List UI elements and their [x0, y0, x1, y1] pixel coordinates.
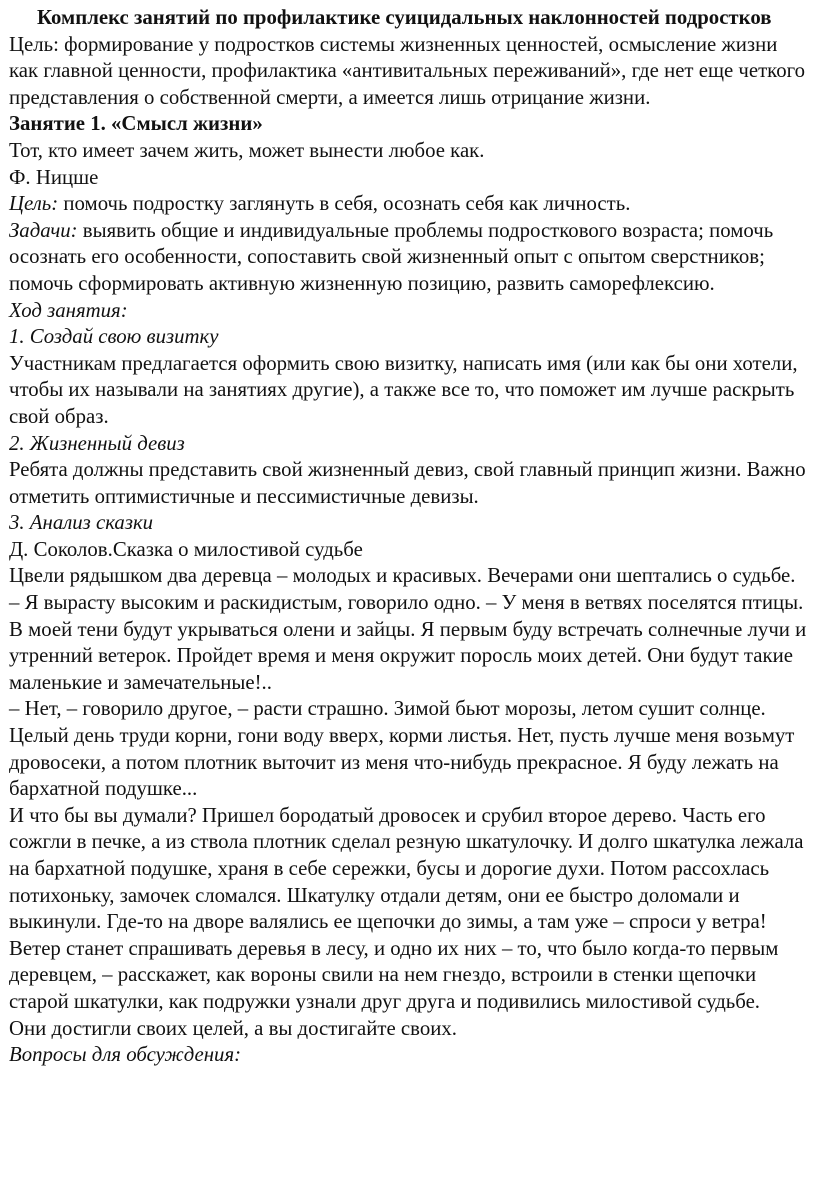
lesson-goal-label: Цель: [9, 192, 59, 216]
lesson-tasks-text: выявить общие и индивидуальные проблемы подросткового возраста; помочь осознать его особенности, сопоставить свой жизненный опыт с опытом сверстников; помочь сформировать активную жизненную позицию, развить саморефлексию. [9, 218, 774, 295]
lesson-goal-text: помочь подростку заглянуть в себя, осознать себя как личность. [58, 192, 631, 216]
epigraph-author: Ф. Ницше [9, 165, 99, 189]
document-title: Комплекс занятий по профилактике суицидальных наклонностей подростков [37, 6, 772, 29]
step1-text: Участникам предлагается оформить свою визитку, написать имя (или как бы они хотели, чтобы их называли на занятиях другие), а также все то, что поможет им лучше раскрыть свой образ. [9, 351, 798, 428]
questions-label: Вопросы для обсуждения: [9, 1043, 242, 1067]
tale-source: Д. Соколов.Сказка о милостивой судьбе [9, 537, 363, 561]
lesson-heading: Занятие 1. «Смысл жизни» [9, 112, 263, 136]
goal-paragraph: Цель: формирование у подростков системы жизненных ценностей, осмысление жизни как главной ценности, профилактика «антивитальных переживаний», где нет еще четкого представления о собственной смерти, а имеется лишь отрицание жизни. [9, 32, 806, 109]
course-label: Ход занятия: [9, 298, 128, 322]
tale-paragraph: Они достигли своих целей, а вы достигайте своих. [9, 1016, 457, 1040]
epigraph: Тот, кто имеет зачем жить, может вынести любое как. [9, 138, 485, 162]
step2-title: 2. Жизненный девиз [9, 431, 185, 455]
tale-paragraph: Цвели рядышком два деревца – молодых и красивых. Вечерами они шептались о судьбе. [9, 564, 796, 588]
tale-paragraph: – Я вырасту высоким и раскидистым, говорило одно. – У меня в ветвях поселятся птицы. В моей тени будут укрываться олени и зайцы. Я первым буду встречать солнечные лучи и утренний ветерок. Пройдет время и меня окружит поросль моих детей. Они будут такие маленькие и замечательные!.. [9, 591, 807, 694]
lesson-tasks-label: Задачи: [9, 218, 78, 242]
step1-title: 1. Создай свою визитку [9, 325, 219, 349]
step2-text: Ребята должны представить свой жизненный девиз, свой главный принцип жизни. Важно отметить оптимистичные и пессимистичные девизы. [9, 458, 806, 508]
lesson-goal [9, 191, 809, 218]
lesson-tasks [9, 218, 809, 298]
step3-title: 3. Анализ сказки [9, 511, 154, 535]
tale-paragraph: – Нет, – говорило другое, – расти страшно. Зимой бьют морозы, летом сушит солнце. Целый день труди корни, гони воду вверх, корми листья. Нет, пусть лучше меня возьмут дровосеки, а потом плотник выточит из меня что-нибудь прекрасное. Я буду лежать на бархатной подушке... [9, 697, 795, 801]
tale-paragraph: И что бы вы думали? Пришел бородатый дровосек и срубил второе дерево. Часть его сожгли в печке, а из ствола плотник сделал резную шкатулочку. И долго шкатулка лежала на бархатной подушке, храня в себе сережки, бусы и дорогие духи. Потом рассохлась потихоньку, замочек сломался. Шкатулку отдали детям, они ее быстро доломали и выкинули. Где-то на дворе валялись ее щепочки до зимы, а там уже – спроси у ветра! Ветер станет спрашивать деревья в лесу, и одно их них – то, что было когда-то первым деревцем, – расскажет, как вороны свили на нем гнездо, встроили в стенки щепочки старой шкатулки, как подружки узнали друг друга и подивились милостивой судьбе. [9, 803, 804, 1013]
document-page [9, 0, 809, 1069]
